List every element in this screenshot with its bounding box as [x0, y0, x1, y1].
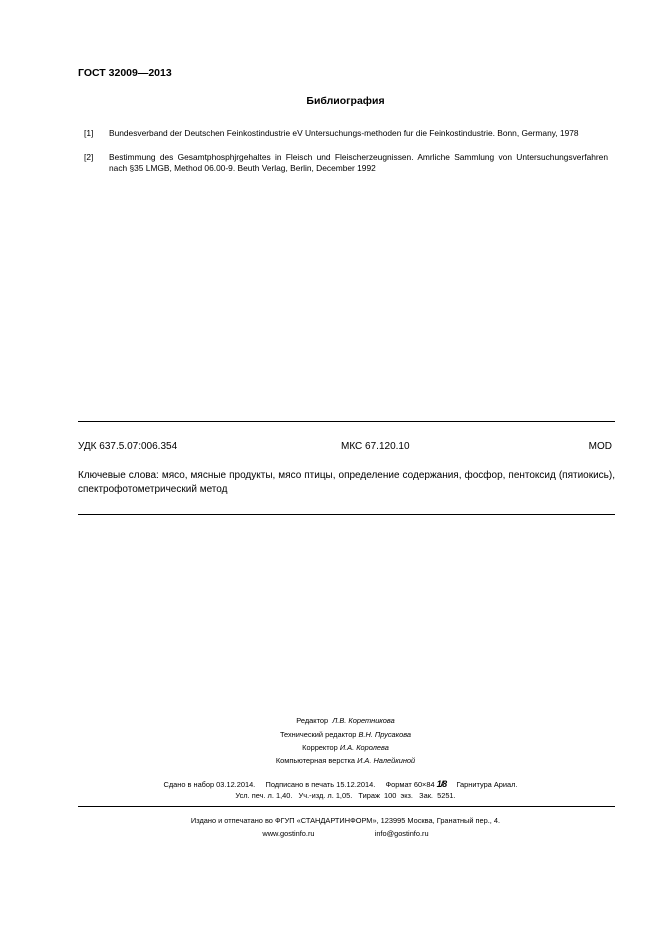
udk-code: УДК 637.5.07:006.354: [78, 441, 178, 452]
signed-date: Подписано в печать 15.12.2014.: [265, 780, 376, 789]
format-fraction: 1/8: [436, 779, 447, 789]
credit-editor: [0, 716, 661, 725]
typeface: Гарнитура Ариал.: [456, 780, 518, 789]
typeset-date: Сдано в набор 03.12.2014.: [163, 780, 256, 789]
format: Формат 60×84: [385, 780, 435, 789]
document-code: ГОСТ 32009—2013: [78, 67, 172, 79]
tech-editor-label: Технический редактор: [279, 730, 357, 739]
bibliography-item-text: Bestimmung des Gesamtphosphjrgehaltes in Fleisch und Fleischerzeugnissen. Amrliche Sammlung von Untersuchungsverfahren nach §35 LMGB, Method 06.00-9. Beuth Verlag, Berlin, December 1992: [109, 152, 608, 173]
corrector-name: И.А. Королева: [339, 743, 389, 752]
layout-label: Компьютерная верстка: [275, 756, 356, 765]
divider-top: [78, 421, 615, 422]
bibliography-item: [84, 152, 608, 174]
editor-label: Редактор: [296, 716, 329, 725]
print-info-line-2: Усл. печ. л. 1,40. Уч.-изд. л. 1,05. Тираж 100 экз. Зак. 5251.: [235, 791, 456, 800]
divider-middle: [78, 514, 615, 515]
email-link[interactable]: info@gostinfo.ru: [374, 829, 429, 838]
credit-corrector: [0, 743, 661, 752]
tech-editor-name: В.Н. Прусакова: [358, 730, 412, 739]
divider-bottom: [78, 806, 615, 807]
bibliography-item-number: [1]: [84, 128, 94, 138]
bibliography-title: Библиография: [306, 95, 385, 107]
credit-tech-editor: [0, 730, 661, 739]
credit-layout: [0, 756, 661, 765]
publisher-line: Издано и отпечатано во ФГУП «СТАНДАРТИНФОРМ», 123995 Москва, Гранатный пер., 4.: [190, 816, 501, 825]
publisher-contacts: [0, 829, 661, 838]
keywords: Ключевые слова: мясо, мясные продукты, мясо птицы, определение содержания, фосфор, пентоксид (пятиокись), спектрофотометрический метод: [78, 470, 615, 495]
bibliography-item: [84, 128, 608, 139]
website-link[interactable]: www.gostinfo.ru: [262, 829, 315, 838]
mks-code: МКС 67.120.10: [341, 441, 410, 452]
mod-label: MOD: [588, 441, 612, 452]
layout-name: И.А. Налейкиной: [357, 756, 416, 765]
editor-name: Л.В. Коретникова: [332, 716, 395, 725]
corrector-label: Корректор: [302, 743, 338, 752]
bibliography-item-text: Bundesverband der Deutschen Feinkostindustrie eV Untersuchungs-methoden fur die Feinkostindustrie. Bonn, Germany, 1978: [109, 128, 579, 138]
bibliography-item-number: [2]: [84, 152, 94, 162]
print-info-line-1: [0, 779, 661, 789]
